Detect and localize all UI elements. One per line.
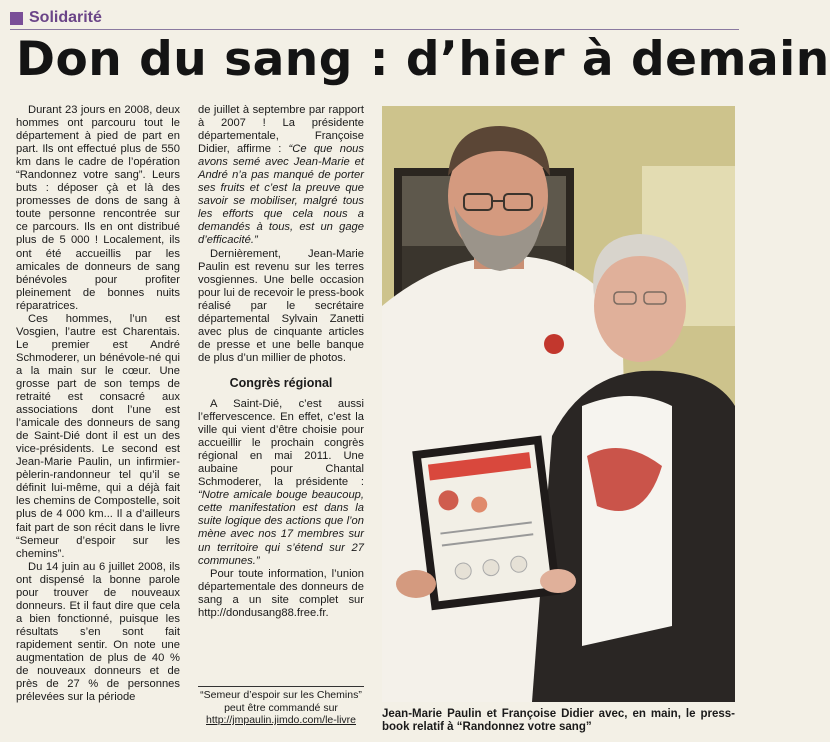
rubric-square-icon: [10, 12, 23, 25]
article-photo: [382, 106, 735, 702]
photo-illustration: [382, 106, 735, 702]
note-line-2: peut être commandé sur: [224, 701, 338, 714]
paragraph: Durant 23 jours en 2008, deux hommes ont parcouru tout le département à pied de part en part. Ils ont effectué plus de 550 km dans le cadre de l’opération “Randonnez votre sang”. Leurs buts : déposer çà et là des promesses de dons de sang à toute personne rencontrée sur ce parcours. Ils en ont distribué plus de 5 000 ! Localement, ils ont été accueillis par les amicales de donneurs de sang bénévoles pour profiter pleinement de bonnes nuits réparatrices.: [16, 104, 180, 312]
rubric-label: Solidarité: [29, 9, 102, 26]
section-rubric: [10, 6, 102, 30]
book-note: [198, 686, 364, 727]
paragraph-text: de juillet à septembre par rapport à 2007 ! La présidente départementale, Françoise Didier, affirme :: [198, 104, 364, 156]
quote-schmoderer: “Notre amicale bouge beaucoup, cette manifestation est dans la suite logique des actions que l’on mène avec nos 17 membres sur un territoire qui s’étend sur 27 communes.”: [198, 489, 364, 567]
photo-caption: Jean-Marie Paulin et Françoise Didier avec, en main, le press-book relatif à “Randonnez votre sang”: [382, 708, 735, 733]
paragraph-text: A Saint-Dié, c’est aussi l’effervescence. En effet, c’est la ville qui vient d’être choisie pour accueillir le prochain congrès régional en mai 2011. Une aubaine pour Chantal Schmoderer, la présidente :: [198, 397, 364, 489]
paragraph: Pour toute information, l’union départementale des donneurs de sang a un site complet sur http://dondusang88.free.fr.: [198, 567, 364, 619]
text-column-1: [16, 104, 180, 704]
note-line-1: “Semeur d’espoir sur les Chemins”: [200, 689, 362, 701]
paragraph: Ces hommes, l’un est Vosgien, l’autre est Charentais. Le premier est André Schmoderer, un bénévole-né qui a la main sur le cœur. Une grosse part de son temps de retraité est consacré aux associations dont l’une est l’amicale des donneurs de sang de Saint-Dié dont il est un des vice-présidents. Le second est Jean-Marie Paulin, un infirmier-pèlerin-randonneur tel qu’il se définit lui-même, qui a déjà fait les chemins de Compostelle, soit plus de 4 000 km... Il a d’ailleurs fait part de son récit dans le livre “Semeur d’espoir sur les chemins”.: [16, 312, 180, 560]
note-url-link[interactable]: http://jmpaulin.jimdo.com/le-livre: [206, 714, 356, 726]
paragraph: [198, 398, 364, 568]
paragraph: Du 14 juin au 6 juillet 2008, ils ont dispensé la bonne parole pour trouver de nouveaux donneurs. Et il faut dire que cela a bien fonctionné, puisque les résultats s’en sont fait rapidement sentir. On note une augmentation de plus de 40 % de nouveaux donneurs et de près de 27 % de personnes prélevées sur la période: [16, 560, 180, 704]
subheading: Congrès régional: [229, 375, 333, 390]
text-column-2: [198, 104, 364, 620]
rubric-divider: [10, 29, 739, 30]
paragraph: Dernièrement, Jean-Marie Paulin est revenu sur les terres vosgiennes. Une belle occasion pour lui de recevoir le press-book réalisé par le secrétaire départemental Sylvain Zanetti avec plus de cinquante articles de presse et une belle banque de plus d’un millier de photos.: [198, 247, 364, 364]
article-headline: Don du sang : d’hier à demain: [16, 32, 830, 87]
quote-didier: “Ce que nous avons semé avec Jean-Marie et André n’a pas manqué de porter ses fruits et c’est la preuve que savoir se mobiliser, malgré tous les efforts que cela nous a demandés à tous, est un gage d’efficacité.”: [198, 143, 364, 247]
paragraph: [198, 104, 364, 248]
